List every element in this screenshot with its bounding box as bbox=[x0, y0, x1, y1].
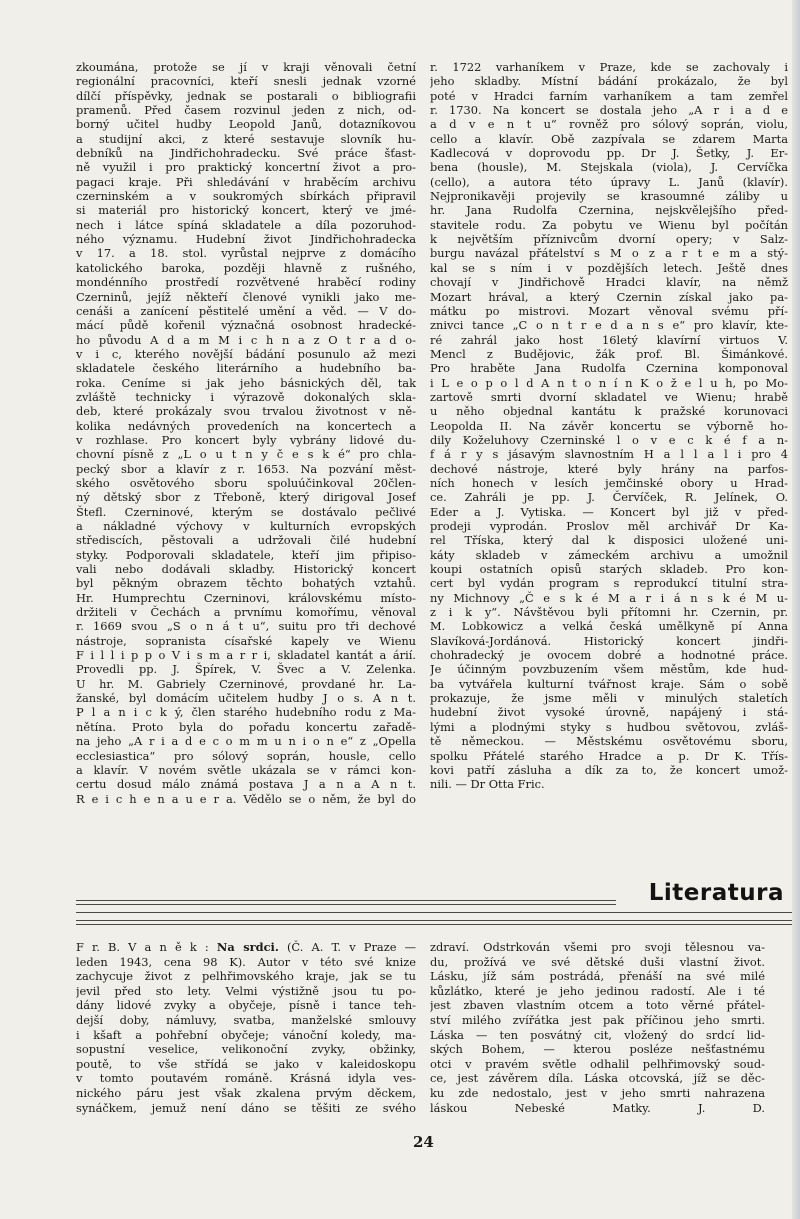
text-line: roka. Ceníme si jak jeho básnických děl, tak bbox=[76, 375, 416, 390]
text-line: Je účinným povzbuzením všem městům, kde hud- bbox=[430, 662, 788, 677]
review-right-column bbox=[430, 940, 765, 1115]
page-number: 24 bbox=[413, 1133, 434, 1151]
text-line: stavitele rodu. Za pobytu ve Wienu byl počítán bbox=[430, 217, 788, 232]
text-line: Láska — ten posvátný cit, vložený do srdcí lid- bbox=[430, 1027, 765, 1042]
text-line: Kadlecová v doprovodu pp. Dr J. Šetky, J. Er- bbox=[430, 146, 788, 161]
text-line: burgu navázal přátelství s M o z a r t e m a stý- bbox=[430, 246, 788, 261]
text-line: ku zde nedostalo, jest v jeho smrti nahrazena bbox=[430, 1085, 765, 1100]
header-rule bbox=[76, 912, 792, 913]
text-line: cenáši a zanícení pěstitelé umění a věd. — V do- bbox=[76, 303, 416, 318]
text-line: nického páru jest však zkalena prvým děckem, bbox=[76, 1085, 416, 1100]
text-line: hudební život vysoké úrovně, napájený i stá- bbox=[430, 705, 788, 720]
text-line: ho původu A d a m M i c h n a z O t r a d o- bbox=[76, 332, 416, 347]
text-line: pagaci kraje. Při shledávání v hraběcím archivu bbox=[76, 174, 416, 189]
text-line: spolku Přátelé starého Hradce a p. Dr K. Třís- bbox=[430, 748, 788, 763]
text-line: ského osvětového sboru spoluúčinkoval 20člen- bbox=[76, 475, 416, 490]
text-line: nili. — Dr Otta Fric. bbox=[430, 777, 545, 792]
text-line: rel Tříska, který dal k disposici uložené uni- bbox=[430, 533, 788, 548]
text-line: Hr. Humprechtu Czerninovi, královskému místo- bbox=[76, 590, 416, 605]
text-line: a nákladné výchovy v kulturních evropských bbox=[76, 519, 416, 533]
text-line: na jeho „A r i a d e c o m m u n i o n e“ z „Opella bbox=[76, 734, 416, 749]
text-line: Mozart hrával, a který Czernin získal jako pa- bbox=[430, 289, 788, 304]
text-line: mácí půdě kořenil význačná osobnost hradecké- bbox=[76, 318, 416, 333]
text-line: mondénního prostředí rozvětvené hraběcí rodiny bbox=[76, 275, 416, 290]
text-line: U hr. M. Gabriely Czerninové, provdané hr. La- bbox=[76, 676, 416, 691]
text-line: Nejpronikavěji projevily se krasoumné záliby u bbox=[430, 189, 788, 204]
text-line: v 17. a 18. stol. vyrůstal nejprve z domácího bbox=[76, 246, 416, 261]
text-line: ství milého zvířátka jest pak příčinou jeho smrti. bbox=[430, 1012, 765, 1027]
text-line: poté v Hradci farním varhaníkem a tam zemřel bbox=[430, 88, 788, 103]
article-right-column bbox=[430, 60, 788, 792]
text-line: ré zahrál jako host 16letý klavírní virtuos V. bbox=[430, 332, 788, 347]
text-line: F i l l i p p o V i s m a r r i, skladatel kantát a árií. bbox=[76, 648, 416, 663]
text-line: ného významu. Hudební život Jindřichohradecka bbox=[76, 232, 416, 247]
text-line: certu dosud málo známá postava J a n a A n t. bbox=[76, 777, 416, 792]
text-line: ských Bohem, — kterou posléze nešťastnému bbox=[430, 1042, 765, 1057]
text-line: u něho objednal kantátu k pražské korunovaci bbox=[430, 404, 788, 419]
text-line: koupi ostatních opisů starých skladeb. Pro kon- bbox=[430, 562, 788, 577]
text-line: kal se s ním i v pozdějších letech. Ještě dnes bbox=[430, 260, 788, 275]
text-line: nětína. Proto byla do pořadu koncertu zařadě- bbox=[76, 719, 416, 734]
page-edge bbox=[792, 0, 800, 1219]
text-line: Eder a J. Vytiska. — Koncert byl již v před- bbox=[430, 504, 788, 519]
text-line: chovní písně z „L o u t n y č e s k é“ pro chla- bbox=[76, 447, 416, 462]
book-title: Na srdci. bbox=[216, 940, 279, 954]
text-line: bena (housle), M. Stejskala (viola), J. Cervíčka bbox=[430, 160, 788, 175]
text-line: i L e o p o l d A n t o n í n K o ž e l u h, po Mo- bbox=[430, 375, 788, 390]
text-line: f á r y s jásavým slavnostním H a l l a l i pro 4 bbox=[430, 447, 788, 462]
text-line: zachycuje život z pelhřimovského kraje, jak se tu bbox=[76, 969, 416, 984]
text-line: r. 1730. Na koncert se dostala jeho „A r i a d e bbox=[430, 103, 788, 118]
text-line: v rozhlase. Pro koncert byly vybrány lidové du- bbox=[76, 432, 416, 447]
text-line: r. 1722 varhaníkem v Praze, kde se zachovaly i bbox=[430, 60, 788, 74]
text-line: ně využil i pro praktický koncertní život a pro- bbox=[76, 160, 416, 175]
text-line: R e i c h e n a u e r a. Vědělo se o něm, že byl do bbox=[76, 791, 416, 806]
text-line: ný dětský sbor z Třeboně, který dirigoval Josef bbox=[76, 490, 416, 505]
text-line: dány lidové zvyky a obyčeje, písně i tance teh- bbox=[76, 998, 416, 1013]
text-line: Czerninů, jejíž někteří členové vynikli jako me- bbox=[76, 289, 416, 304]
text-line: jevil před sto lety. Velmi výstižně jsou tu po- bbox=[76, 983, 416, 998]
text-line: i kšaft a pohřební obyčeje; vánoční koledy, ma- bbox=[76, 1027, 416, 1042]
text-line: byl pěkným obrazem těchto bohatých vztahů. bbox=[76, 576, 416, 591]
text-line: dechové nástroje, které byly hrány na parfos- bbox=[430, 461, 788, 476]
text-line: leden 1943, cena 98 K). Autor v této své knize bbox=[76, 954, 416, 969]
text-line: si materiál pro historický koncert, který ve jmé- bbox=[76, 203, 416, 218]
text-line: pecký sbor a klavír z r. 1653. Na pozvání měst- bbox=[76, 461, 416, 476]
text-line: z i k y“. Návštěvou byli přítomni hr. Czernin, pr. bbox=[430, 605, 788, 620]
section-title: Literatura bbox=[648, 880, 784, 906]
text-line: sopustní veselice, velikonoční zvyky, obžinky, bbox=[76, 1042, 416, 1057]
text-line: pramenů. Před časem rozvinul jeden z nich, od- bbox=[76, 103, 416, 118]
text-line: katolického baroka, později hlavně z rušného, bbox=[76, 260, 416, 275]
text-line: Lásku, jíž sám postrádá, přenáší na své milé bbox=[430, 969, 765, 984]
text-line: du, prožívá ve své dětské duši vlastní život. bbox=[430, 954, 765, 969]
review-left-column bbox=[76, 940, 416, 1115]
text-line: ba vytvářela kulturní tvářnost kraje. Sám o sobě bbox=[430, 676, 788, 691]
text-line: borný učitel hudby Leopold Janů, dotazníkovou bbox=[76, 117, 416, 132]
text-line: Provedli pp. J. Špírek, V. Švec a V. Zelenka. bbox=[76, 662, 416, 677]
text-line: Slavíková-Jordánová. Historický koncert jindři- bbox=[430, 633, 788, 648]
text-line: regionální pracovníci, kteří snesli jednak vzorné bbox=[76, 74, 416, 89]
text-line: střediscích, pěstovali a udržovali čilé hudební bbox=[76, 533, 416, 548]
header-rule bbox=[76, 904, 616, 905]
section-header bbox=[76, 880, 792, 930]
text-line: lými a plodnými styky s hudbou světovou, zvláš- bbox=[430, 719, 788, 734]
text-line: (cello), a autora této úpravy L. Janů (klavír). bbox=[430, 174, 788, 189]
text-line: mátku po mistrovi. Mozart věnoval svému pří- bbox=[430, 303, 788, 318]
text-line: styky. Podporovali skladatele, kteří jim připiso- bbox=[76, 547, 416, 562]
text-line: ecclesiastica“ pro sólový soprán, housle, cello bbox=[76, 748, 416, 763]
text-line: zvláště technicky i výrazově dokonalých skla- bbox=[76, 389, 416, 404]
article-left-column bbox=[76, 60, 416, 806]
text-line: r. 1669 svou „S o n á t u“, suitu pro tři dechové bbox=[76, 619, 416, 634]
header-rule bbox=[76, 920, 792, 921]
text-line: žanské, byl domácím učitelem hudby J o s. A n t. bbox=[76, 691, 416, 706]
text-line: chohradecký je ovocem dobré a hodnotné práce. bbox=[430, 648, 788, 663]
text-line: zartově smrti dvorní skladatel ve Wienu; hrabě bbox=[430, 389, 788, 404]
text-line: ních honech v lesích jemčinské obory u Hrad- bbox=[430, 475, 788, 490]
text-line: zdraví. Odstrkován všemi pro svoji tělesnou va- bbox=[430, 940, 765, 954]
text-line: k největším příznivcům dvorní opery; v Salz- bbox=[430, 232, 788, 247]
text-line: synáčkem, jemuž není dáno se těšiti ze svého bbox=[76, 1100, 416, 1115]
text-line: v i c, kterého novější bádání posunulo až mezi bbox=[76, 346, 416, 361]
text-line: hr. Jana Rudolfa Czernina, nejskvělejšího před- bbox=[430, 203, 788, 218]
text-line: dílčí příspěvky, jednak se postarali o bibliografii bbox=[76, 88, 416, 103]
text-line: skladatele českého literárního a hudebního ba- bbox=[76, 361, 416, 376]
text-line: a klavír. V novém světle ukázala se v rámci kon- bbox=[76, 762, 416, 777]
text-line: Leopolda II. Na závěr koncertu se výborně ho- bbox=[430, 418, 788, 433]
text-line: dejší doby, námluvy, svatba, manželské smlouvy bbox=[76, 1012, 416, 1027]
text-line: prokazuje, že jsme měli v minulých staletích bbox=[430, 691, 788, 706]
header-rule bbox=[76, 900, 616, 901]
text-line: kolika nedávných provedeních na koncertech a bbox=[76, 418, 416, 433]
text-line: Mencl z Budějovic, žák prof. Bl. Šimánkové. bbox=[430, 346, 788, 361]
text-line: kovi patří zásluha a dík za to, že koncert umož- bbox=[430, 762, 788, 777]
text-line: Štefl. Czerninové, kterým se dostávalo pečlivé bbox=[76, 504, 416, 519]
text-line: znivci tance „C o n t r e d a n s e“ pro klavír, kte- bbox=[430, 318, 788, 333]
text-line: tě německou. — Městskému osvětovému sboru, bbox=[430, 734, 788, 749]
text-line: v tomto poutavém románě. Krásná idyla ves- bbox=[76, 1071, 416, 1086]
text-line: držiteli v Čechách a prvnímu komořímu, věnoval bbox=[76, 605, 416, 620]
text-line: czerninském a v soukromých sbírkách připravil bbox=[76, 189, 416, 204]
text-line: prodeji vyprodán. Proslov měl archivář Dr Ka- bbox=[430, 519, 788, 533]
text-line: nástroje, sopranista císařské kapely ve Wienu bbox=[76, 633, 416, 648]
text-line: dily Koželuhovy Czerninské l o v e c k é f a n- bbox=[430, 432, 788, 447]
text-line: debníků na Jindřichohradecku. Své práce šťast- bbox=[76, 146, 416, 161]
text-line: kůzlátko, které je jeho jedinou radostí. Ale i té bbox=[430, 983, 765, 998]
text-line: zkoumána, protože se jí v kraji věnovali četní bbox=[76, 60, 416, 74]
text-line: cert byl vydán program s reprodukcí titulní stra- bbox=[430, 576, 788, 591]
text-line: deb, které prokázaly svou trvalou životnost v ně- bbox=[76, 404, 416, 419]
text-line: cello a klavír. Obě zazpívala se zdarem Marta bbox=[430, 131, 788, 146]
text-line: a studijní akci, z které sestavuje slovník hu- bbox=[76, 131, 416, 146]
text-line: M. Lobkowicz a velká česká umělkyně pí Anna bbox=[430, 619, 788, 634]
text-line: F r. B. V a n ě k : Na srdci. (Č. A. T. v Praze — bbox=[76, 940, 416, 954]
text-line: otci v pravém světle odhalil pelhřimovský soud- bbox=[430, 1056, 765, 1071]
text-line: nech i látce spíná skladatele a díla pozoruhod- bbox=[76, 217, 416, 232]
text-line: ny Michnovy „Č e s k é M a r i á n s k é M u- bbox=[430, 590, 788, 605]
text-line: poutě, to vše střídá se jako v kaleidoskopu bbox=[76, 1056, 416, 1071]
text-line: a d v e n t u“ rovněž pro sólový soprán, violu, bbox=[430, 117, 788, 132]
header-rule bbox=[76, 924, 792, 925]
text-line: láskou Nebeské Matky. J. D. bbox=[430, 1100, 765, 1115]
text-line: jeho skladby. Místní bádání prokázalo, že byl bbox=[430, 74, 788, 89]
text-line: káty skladeb v zámeckém archivu a umožnil bbox=[430, 547, 788, 562]
text-line: chovají v Jindřichově Hradci klavír, na němž bbox=[430, 275, 788, 290]
text-line: P l a n i c k ý, člen starého hudebního rodu z Ma- bbox=[76, 705, 416, 720]
text-line: Pro hraběte Jana Rudolfa Czernina komponoval bbox=[430, 361, 788, 376]
text-line: ce. Zahráli je pp. J. Červíček, R. Jelínek, O. bbox=[430, 490, 788, 505]
text-line: vali nebo dodávali skladby. Historický koncert bbox=[76, 562, 416, 577]
text-line: jest zbaven vlastním otcem a toto věrné přátel- bbox=[430, 998, 765, 1013]
text-line: ce, jest závěrem díla. Láska otcovská, jíž se děc- bbox=[430, 1071, 765, 1086]
